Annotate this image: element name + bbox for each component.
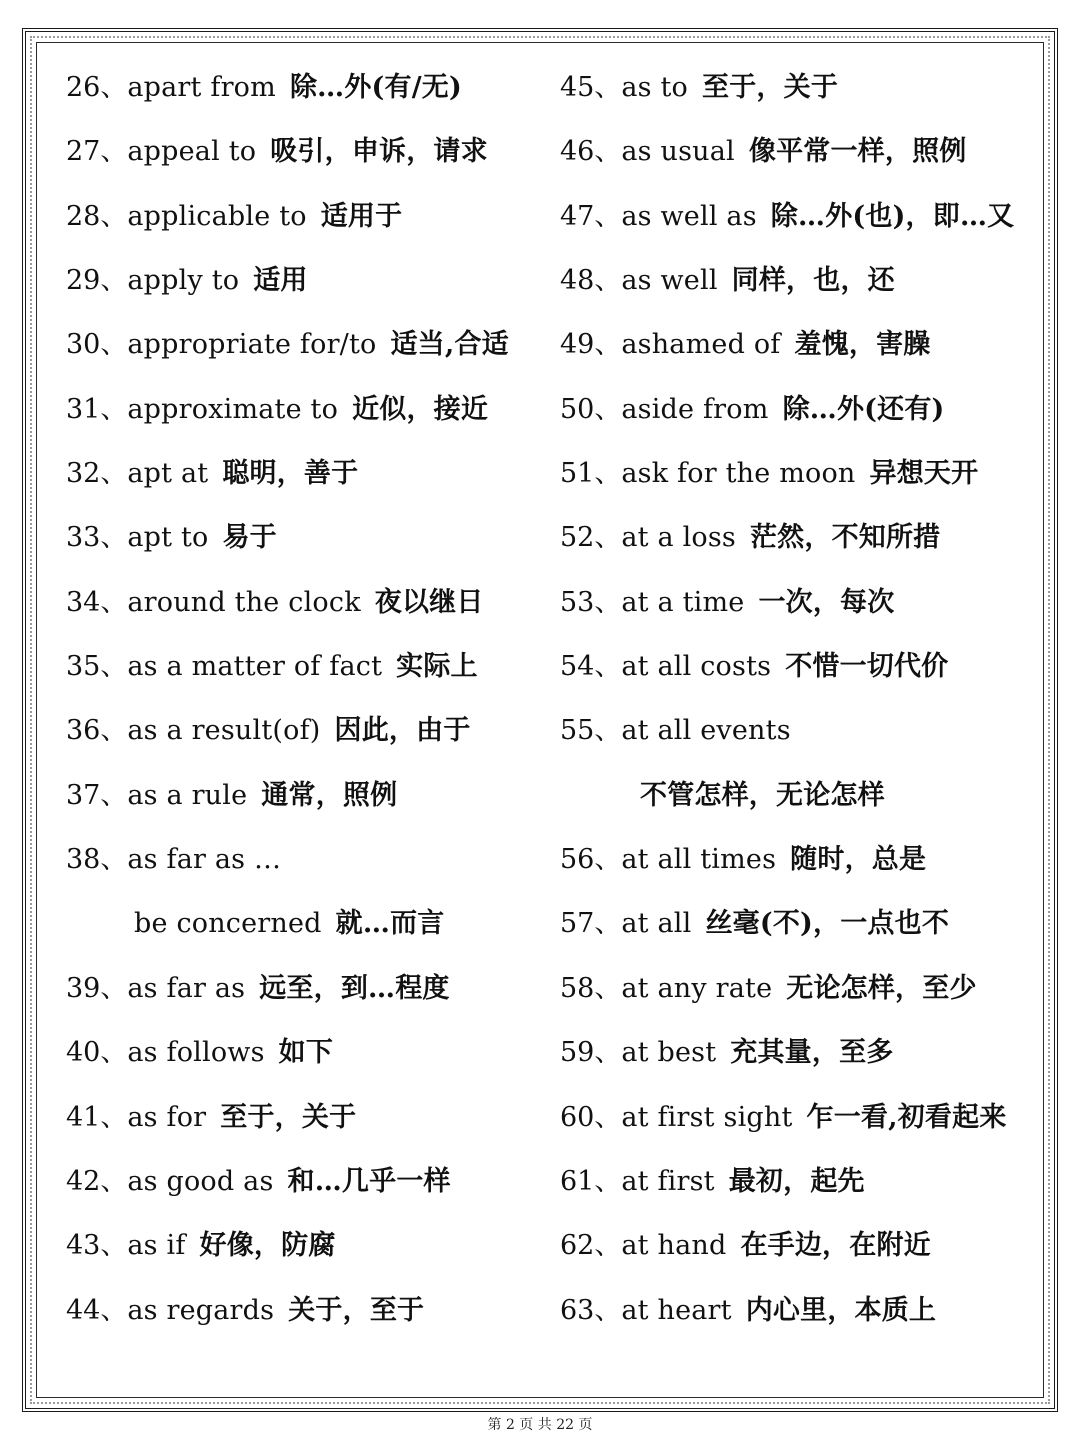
entry-number: 58、 <box>560 972 622 1004</box>
phrase-entry <box>560 571 1030 635</box>
entry-english: as a rule <box>127 779 248 811</box>
entry-number: 26、 <box>66 72 128 103</box>
entry-number: 47、 <box>560 200 622 232</box>
entry-chinese: 茫然，不知所措 <box>749 522 941 554</box>
entry-english: as usual <box>621 136 735 168</box>
entry-english: apply to <box>127 265 240 297</box>
phrase-entry <box>560 699 1030 763</box>
phrase-entry <box>560 764 1030 828</box>
entry-chinese: 在手边，在附近 <box>740 1230 931 1262</box>
entry-english: at first sight <box>621 1101 793 1133</box>
entry-number: 55、 <box>560 715 622 747</box>
entry-number: 38、 <box>66 844 128 876</box>
phrase-entry <box>66 56 546 120</box>
entry-english: be concerned <box>134 908 322 940</box>
entry-number: 48、 <box>560 265 622 297</box>
entry-english: at first <box>621 1165 715 1197</box>
entry-chinese: 和…几乎一样 <box>287 1165 451 1197</box>
entry-chinese: 最初，起先 <box>728 1165 865 1197</box>
phrase-entry <box>66 892 546 956</box>
entry-number: 39、 <box>66 972 128 1004</box>
entry-number: 63、 <box>560 1294 622 1326</box>
phrase-entry <box>560 249 1030 313</box>
phrase-entry <box>560 1150 1030 1214</box>
entry-english: as far as … <box>127 844 282 876</box>
phrase-entry <box>66 442 546 506</box>
entry-number: 40、 <box>66 1037 128 1069</box>
phrase-entry <box>66 378 546 442</box>
entry-chinese: 丝毫(不)，一点也不 <box>705 908 950 940</box>
entry-english: around the clock <box>127 586 361 618</box>
entry-number: 49、 <box>560 329 622 361</box>
entry-chinese: 就…而言 <box>335 908 445 940</box>
entry-number: 57、 <box>560 908 622 940</box>
entry-english: as a matter of fact <box>127 651 383 683</box>
entry-chinese: 实际上 <box>396 651 478 683</box>
entry-number: 27、 <box>66 136 128 168</box>
entry-chinese: 不管怎样，无论怎样 <box>640 779 885 811</box>
entry-english: as regards <box>127 1294 275 1326</box>
entry-number: 61、 <box>560 1165 622 1197</box>
entry-english: as for <box>127 1101 207 1133</box>
entry-number: 30、 <box>66 329 128 361</box>
entry-english: at all costs <box>621 651 772 683</box>
page-footer: 第 2 页 共 22 页 <box>487 1417 593 1433</box>
phrase-entry <box>66 764 546 828</box>
entry-english: ashamed of <box>621 329 781 361</box>
entry-chinese: 除…外(也)，即…又 <box>770 200 1015 232</box>
entry-chinese: 同样，也，还 <box>731 265 895 297</box>
entry-chinese: 远至，到…程度 <box>259 972 450 1004</box>
entry-number: 42、 <box>66 1165 128 1197</box>
entry-chinese: 一次，每次 <box>758 586 895 618</box>
phrase-entry <box>560 185 1030 249</box>
entry-chinese: 夜以继日 <box>374 586 484 618</box>
phrase-entry <box>560 56 1030 120</box>
entry-number: 44、 <box>66 1294 128 1326</box>
entry-chinese: 至于，关于 <box>702 72 839 103</box>
entry-chinese: 吸引，申诉，请求 <box>270 136 488 168</box>
entry-number: 56、 <box>560 844 622 876</box>
entry-chinese: 充其量，至多 <box>730 1037 894 1069</box>
entry-english: at a time <box>621 586 745 618</box>
phrase-entry <box>560 313 1030 377</box>
entry-chinese: 通常，照例 <box>261 779 398 811</box>
phrase-entry <box>66 313 546 377</box>
entry-chinese: 易于 <box>222 522 277 554</box>
entry-number: 53、 <box>560 586 622 618</box>
entry-chinese: 随时，总是 <box>790 844 927 876</box>
entry-english: applicable to <box>127 200 307 232</box>
phrase-entry <box>66 249 546 313</box>
entry-english: at all times <box>621 844 777 876</box>
entry-number: 41、 <box>66 1101 128 1133</box>
entry-english: as well as <box>621 200 757 232</box>
phrase-entry <box>66 1214 546 1278</box>
entry-chinese: 至于，关于 <box>220 1101 357 1133</box>
phrase-entry <box>66 571 546 635</box>
entry-number: 51、 <box>560 458 622 490</box>
phrase-entry <box>66 1150 546 1214</box>
phrase-entry <box>560 442 1030 506</box>
entry-number: 50、 <box>560 393 622 425</box>
entry-chinese: 近似，接近 <box>352 393 489 425</box>
entry-number: 32、 <box>66 458 128 490</box>
phrase-entry <box>66 1279 546 1343</box>
entry-chinese: 如下 <box>278 1037 334 1069</box>
entry-number: 33、 <box>66 522 128 554</box>
entry-english: at hand <box>621 1230 727 1262</box>
entry-english: at a loss <box>621 522 736 554</box>
entry-chinese: 羞愧，害臊 <box>794 329 931 361</box>
phrase-entry <box>560 1086 1030 1150</box>
entry-chinese: 无论怎样，至少 <box>786 972 977 1004</box>
entry-chinese: 乍一看,初看起来 <box>806 1101 1007 1133</box>
entry-english: as a result(of) <box>127 715 321 747</box>
entry-chinese: 关于，至于 <box>288 1294 425 1326</box>
left-column <box>66 56 546 1343</box>
entry-chinese: 因此，由于 <box>334 715 471 747</box>
phrase-entry <box>66 957 546 1021</box>
entry-chinese: 适当,合适 <box>390 329 509 361</box>
entry-english: apart from <box>127 72 276 103</box>
phrase-entry <box>560 1279 1030 1343</box>
phrase-entry <box>560 635 1030 699</box>
entry-number: 45、 <box>560 72 622 103</box>
phrase-entry <box>66 828 546 892</box>
entry-chinese: 好像，防腐 <box>199 1230 336 1262</box>
entry-chinese: 像平常一样，照例 <box>748 136 967 168</box>
entry-chinese: 除…外(有/无) <box>289 72 462 103</box>
entry-number: 34、 <box>66 586 128 618</box>
entry-english: as far as <box>127 972 246 1004</box>
phrase-entry <box>66 635 546 699</box>
right-column <box>560 56 1030 1343</box>
entry-english: at all events <box>621 715 791 747</box>
entry-chinese: 异想天开 <box>869 458 979 490</box>
entry-english: at all <box>621 908 692 940</box>
entry-number: 46、 <box>560 136 622 168</box>
entry-english: at any rate <box>621 972 773 1004</box>
entry-number: 43、 <box>66 1230 128 1262</box>
entry-number: 37、 <box>66 779 128 811</box>
entry-english: apt at <box>127 458 209 490</box>
entry-number: 62、 <box>560 1230 622 1262</box>
entry-chinese: 内心里，本质上 <box>745 1294 937 1326</box>
phrase-entry <box>66 120 546 184</box>
entry-chinese: 适用于 <box>320 200 403 232</box>
entry-english: apt to <box>127 522 209 554</box>
entry-number: 60、 <box>560 1101 622 1133</box>
entry-number: 31、 <box>66 393 128 425</box>
phrase-entry <box>560 506 1030 570</box>
phrase-entry <box>560 120 1030 184</box>
phrase-entry <box>66 506 546 570</box>
entry-english: appeal to <box>127 136 257 168</box>
phrase-entry <box>560 378 1030 442</box>
entry-number: 28、 <box>66 200 128 232</box>
entry-number: 59、 <box>560 1037 622 1069</box>
entry-english: at best <box>621 1037 717 1069</box>
entry-english: appropriate for/to <box>127 329 377 361</box>
phrase-entry <box>66 1021 546 1085</box>
entry-number: 35、 <box>66 651 128 683</box>
phrase-entry <box>560 892 1030 956</box>
entry-english: as if <box>127 1230 186 1262</box>
entry-number: 29、 <box>66 265 128 297</box>
phrase-entry <box>66 699 546 763</box>
phrase-entry <box>66 185 546 249</box>
entry-number: 54、 <box>560 651 622 683</box>
phrase-entry <box>560 828 1030 892</box>
phrase-entry <box>560 957 1030 1021</box>
entry-number: 52、 <box>560 522 622 554</box>
entry-chinese: 不惜一切代价 <box>785 651 949 683</box>
entry-english: at heart <box>621 1294 732 1326</box>
entry-english: as to <box>621 72 689 103</box>
phrase-entry <box>66 1086 546 1150</box>
entry-chinese: 聪明，善于 <box>222 458 359 490</box>
entry-english: aside from <box>621 393 769 425</box>
entry-english: ask for the moon <box>621 458 856 490</box>
phrase-entry <box>560 1021 1030 1085</box>
entry-english: approximate to <box>127 393 339 425</box>
entry-english: as follows <box>127 1037 265 1069</box>
entry-number: 36、 <box>66 715 128 747</box>
entry-english: as good as <box>127 1165 274 1197</box>
entry-chinese: 适用 <box>253 265 308 297</box>
phrase-entry <box>560 1214 1030 1278</box>
entry-english: as well <box>621 265 718 297</box>
entry-chinese: 除…外(还有) <box>782 393 945 425</box>
